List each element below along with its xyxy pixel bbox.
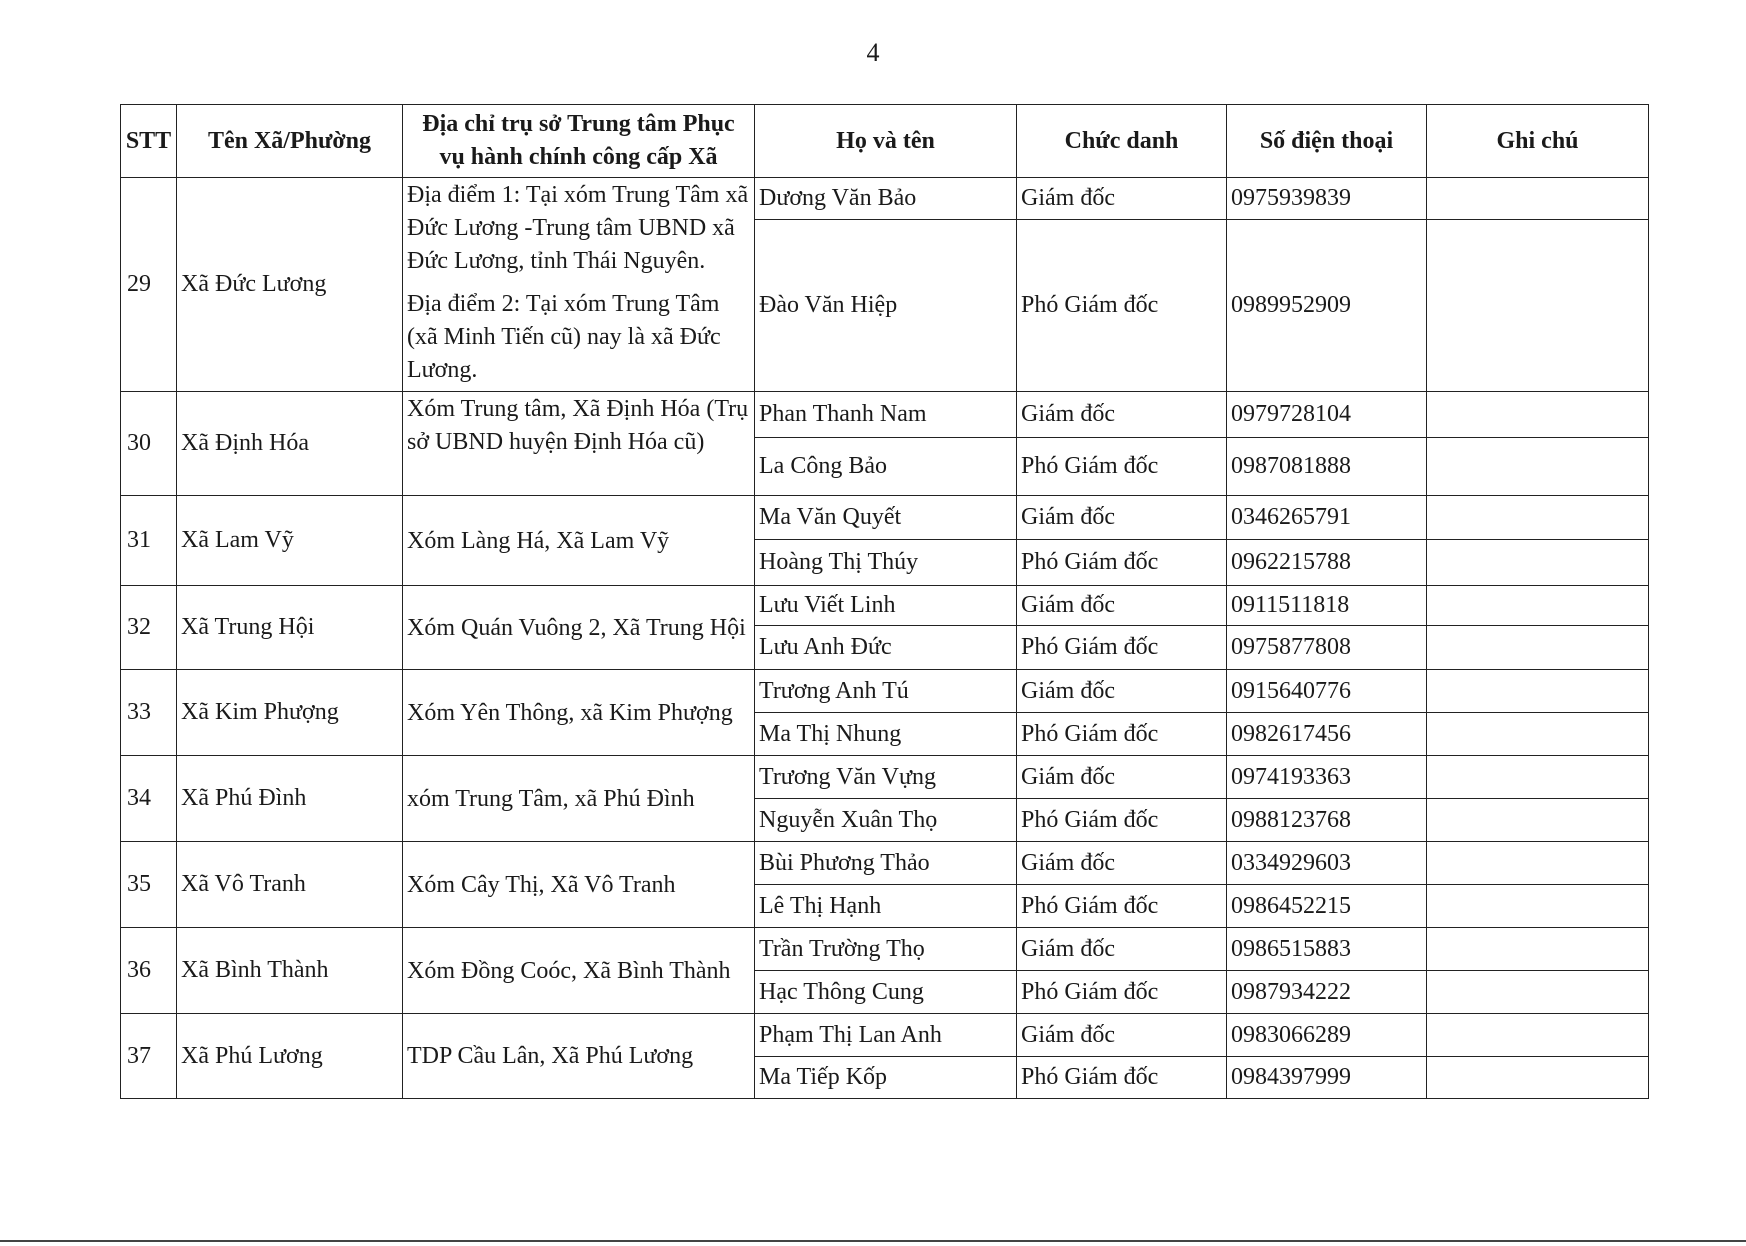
note-cell bbox=[1427, 540, 1649, 586]
note-cell bbox=[1427, 842, 1649, 885]
address-cell bbox=[403, 178, 755, 392]
note-cell bbox=[1427, 220, 1649, 392]
title-cell: Giám đốc bbox=[1017, 178, 1227, 220]
name-cell: Hạc Thông Cung bbox=[755, 971, 1017, 1014]
phone-cell: 0915640776 bbox=[1227, 670, 1427, 713]
note-cell bbox=[1427, 713, 1649, 756]
name-cell: Phạm Thị Lan Anh bbox=[755, 1014, 1017, 1057]
address-text: Xóm Quán Vuông 2, Xã Trung Hội bbox=[407, 614, 746, 641]
name-cell: Lưu Viết Linh bbox=[755, 586, 1017, 626]
name-cell: Hoàng Thị Thúy bbox=[755, 540, 1017, 586]
title-cell: Giám đốc bbox=[1017, 586, 1227, 626]
commune-cell: Xã Bình Thành bbox=[177, 928, 403, 1014]
address-text: TDP Cầu Lân, Xã Phú Lương bbox=[407, 1043, 694, 1069]
address-text: Địa điểm 2: Tại xóm Trung Tâm (xã Minh Tiến cũ) nay là xã Đức Lương. bbox=[407, 291, 721, 383]
commune-cell: Xã Phú Đình bbox=[177, 756, 403, 842]
phone-cell: 0986515883 bbox=[1227, 928, 1427, 971]
name-cell: Trương Văn Vựng bbox=[755, 756, 1017, 799]
phone-cell: 0983066289 bbox=[1227, 1014, 1427, 1057]
note-cell bbox=[1427, 885, 1649, 928]
title-cell: Giám đốc bbox=[1017, 392, 1227, 438]
phone-cell: 0975877808 bbox=[1227, 626, 1427, 670]
address-text: Xóm Đồng Coóc, Xã Bình Thành bbox=[407, 957, 731, 984]
note-cell bbox=[1427, 670, 1649, 713]
table-row bbox=[121, 670, 1649, 713]
address-cell bbox=[403, 928, 755, 1014]
title-cell: Phó Giám đốc bbox=[1017, 220, 1227, 392]
phone-cell: 0911511818 bbox=[1227, 586, 1427, 626]
stt-cell: 30 bbox=[121, 392, 177, 496]
stt-cell: 34 bbox=[121, 756, 177, 842]
note-cell bbox=[1427, 496, 1649, 540]
address-cell bbox=[403, 670, 755, 756]
table-row bbox=[121, 178, 1649, 220]
table-header bbox=[121, 105, 1649, 178]
table-row bbox=[121, 1014, 1649, 1057]
name-cell: Ma Văn Quyết bbox=[755, 496, 1017, 540]
title-cell: Phó Giám đốc bbox=[1017, 799, 1227, 842]
title-cell: Phó Giám đốc bbox=[1017, 885, 1227, 928]
note-cell bbox=[1427, 1014, 1649, 1057]
note-cell bbox=[1427, 756, 1649, 799]
title-cell: Phó Giám đốc bbox=[1017, 971, 1227, 1014]
address-cell bbox=[403, 756, 755, 842]
phone-cell: 0989952909 bbox=[1227, 220, 1427, 392]
page-number: 4 bbox=[866, 38, 880, 67]
title-cell: Giám đốc bbox=[1017, 928, 1227, 971]
note-cell bbox=[1427, 438, 1649, 496]
note-cell bbox=[1427, 799, 1649, 842]
header-row bbox=[121, 105, 1649, 178]
address-text: Xóm Làng Há, Xã Lam Vỹ bbox=[407, 527, 670, 554]
note-cell bbox=[1427, 971, 1649, 1014]
table-body bbox=[121, 178, 1649, 1099]
table-row bbox=[121, 842, 1649, 885]
title-cell: Giám đốc bbox=[1017, 842, 1227, 885]
address-text: Xóm Cây Thị, Xã Vô Tranh bbox=[407, 871, 676, 898]
note-cell bbox=[1427, 586, 1649, 626]
phone-cell: 0974193363 bbox=[1227, 756, 1427, 799]
commune-cell: Xã Kim Phượng bbox=[177, 670, 403, 756]
phone-cell: 0982617456 bbox=[1227, 713, 1427, 756]
stt-cell: 37 bbox=[121, 1014, 177, 1099]
staff-table bbox=[120, 104, 1649, 1099]
title-cell: Giám đốc bbox=[1017, 496, 1227, 540]
name-cell: Dương Văn Bảo bbox=[755, 178, 1017, 220]
address-cell bbox=[403, 842, 755, 928]
stt-cell: 31 bbox=[121, 496, 177, 586]
note-cell bbox=[1427, 392, 1649, 438]
title-cell: Giám đốc bbox=[1017, 1014, 1227, 1057]
table-row bbox=[121, 928, 1649, 971]
note-cell bbox=[1427, 1057, 1649, 1099]
table-row bbox=[121, 392, 1649, 438]
phone-cell: 0984397999 bbox=[1227, 1057, 1427, 1099]
name-cell: Lưu Anh Đức bbox=[755, 626, 1017, 670]
header-title: Chức danh bbox=[1017, 105, 1227, 178]
phone-cell: 0346265791 bbox=[1227, 496, 1427, 540]
title-cell: Phó Giám đốc bbox=[1017, 626, 1227, 670]
commune-cell: Xã Lam Vỹ bbox=[177, 496, 403, 586]
address-text: xóm Trung Tâm, xã Phú Đình bbox=[407, 785, 695, 812]
name-cell: Trần Trường Thọ bbox=[755, 928, 1017, 971]
title-cell: Phó Giám đốc bbox=[1017, 540, 1227, 586]
name-cell: Ma Tiếp Kốp bbox=[755, 1057, 1017, 1099]
name-cell: La Công Bảo bbox=[755, 438, 1017, 496]
name-cell: Lê Thị Hạnh bbox=[755, 885, 1017, 928]
header-commune: Tên Xã/Phường bbox=[177, 105, 403, 178]
phone-cell: 0975939839 bbox=[1227, 178, 1427, 220]
stt-cell: 32 bbox=[121, 586, 177, 670]
phone-cell: 0988123768 bbox=[1227, 799, 1427, 842]
note-cell bbox=[1427, 626, 1649, 670]
note-cell bbox=[1427, 928, 1649, 971]
name-cell: Đào Văn Hiệp bbox=[755, 220, 1017, 392]
bottom-rule bbox=[0, 1240, 1746, 1242]
table-row bbox=[121, 586, 1649, 626]
title-cell: Phó Giám đốc bbox=[1017, 1057, 1227, 1099]
phone-cell: 0334929603 bbox=[1227, 842, 1427, 885]
header-note: Ghi chú bbox=[1427, 105, 1649, 178]
note-cell bbox=[1427, 178, 1649, 220]
table-row bbox=[121, 756, 1649, 799]
commune-cell: Xã Định Hóa bbox=[177, 392, 403, 496]
name-cell: Trương Anh Tú bbox=[755, 670, 1017, 713]
header-name: Họ và tên bbox=[755, 105, 1017, 178]
stt-cell: 33 bbox=[121, 670, 177, 756]
stt-cell: 36 bbox=[121, 928, 177, 1014]
phone-cell: 0987934222 bbox=[1227, 971, 1427, 1014]
phone-cell: 0962215788 bbox=[1227, 540, 1427, 586]
commune-cell: Xã Phú Lương bbox=[177, 1014, 403, 1099]
commune-cell: Xã Trung Hội bbox=[177, 586, 403, 670]
address-cell bbox=[403, 586, 755, 670]
header-phone: Số điện thoại bbox=[1227, 105, 1427, 178]
address-text: Xóm Trung tâm, Xã Định Hóa (Trụ sở UBND huyện Định Hóa cũ) bbox=[407, 396, 749, 455]
commune-cell: Xã Đức Lương bbox=[177, 178, 403, 392]
header-stt: STT bbox=[121, 105, 177, 178]
address-text: Xóm Yên Thông, xã Kim Phượng bbox=[407, 699, 733, 726]
name-cell: Nguyễn Xuân Thọ bbox=[755, 799, 1017, 842]
phone-cell: 0987081888 bbox=[1227, 438, 1427, 496]
address-cell bbox=[403, 392, 755, 496]
phone-cell: 0979728104 bbox=[1227, 392, 1427, 438]
name-cell: Bùi Phương Thảo bbox=[755, 842, 1017, 885]
name-cell: Phan Thanh Nam bbox=[755, 392, 1017, 438]
title-cell: Giám đốc bbox=[1017, 670, 1227, 713]
header-address: Địa chỉ trụ sở Trung tâm Phục vụ hành chính công cấp Xã bbox=[403, 105, 755, 178]
title-cell: Giám đốc bbox=[1017, 756, 1227, 799]
address-cell bbox=[403, 496, 755, 586]
commune-cell: Xã Vô Tranh bbox=[177, 842, 403, 928]
name-cell: Ma Thị Nhung bbox=[755, 713, 1017, 756]
address-cell bbox=[403, 1014, 755, 1099]
phone-cell: 0986452215 bbox=[1227, 885, 1427, 928]
stt-cell: 29 bbox=[121, 178, 177, 392]
address-text: Địa điểm 1: Tại xóm Trung Tâm xã Đức Lương -Trung tâm UBND xã Đức Lương, tỉnh Thái Nguyên. bbox=[407, 182, 749, 274]
table-row bbox=[121, 496, 1649, 540]
title-cell: Phó Giám đốc bbox=[1017, 438, 1227, 496]
title-cell: Phó Giám đốc bbox=[1017, 713, 1227, 756]
stt-cell: 35 bbox=[121, 842, 177, 928]
